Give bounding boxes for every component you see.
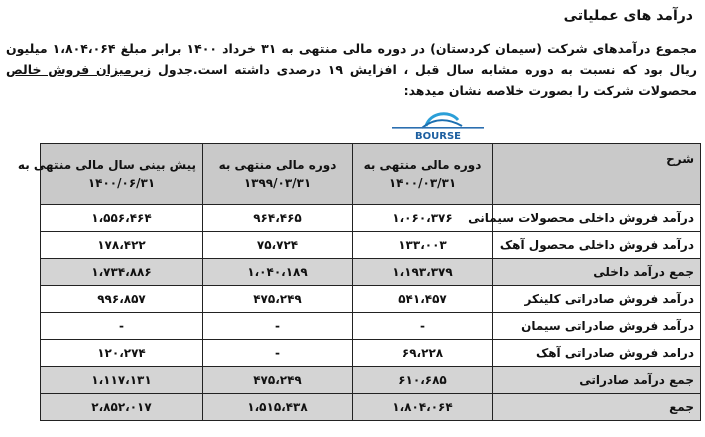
row-value-1399-03: ۴۷۵،۲۴۹ [203,286,353,313]
header-col3-line1: پیش بینی سال مالی منتهی به [17,158,196,172]
row-value-1400-03: ۱۳۳،۰۰۳ [353,232,493,259]
header-col2-line2: ۱۳۹۹/۰۳/۳۱ [243,176,312,190]
row-value-1399-03: ۹۶۴،۴۶۵ [203,205,353,232]
row-label: درآمد فروش داخلی محصول آهک [493,232,701,259]
row-value-forecast: ۱،۵۵۶،۴۶۴ [41,205,203,232]
bourse-logo [378,108,498,142]
row-value-1399-03: - [203,313,353,340]
row-value-forecast: ۹۹۶،۸۵۷ [41,286,203,313]
row-value-1400-03: ۱،۰۶۰،۳۷۶ [353,205,493,232]
row-value-1399-03: ۴۷۵،۲۴۹ [203,367,353,394]
row-value-forecast: ۱۷۸،۴۲۲ [41,232,203,259]
table-row-subtotal [41,259,701,286]
row-value-1399-03: - [203,340,353,367]
header-col2 [203,144,353,205]
table-row-grand-total [41,394,701,421]
row-value-1399-03: ۱،۰۴۰،۱۸۹ [203,259,353,286]
table-row [41,286,701,313]
table-row [41,313,701,340]
row-label: درآمد فروش صادراتی سیمان [493,313,701,340]
row-label: جمع درآمد صادراتی [493,367,701,394]
row-label: درآمد فروش صادراتی کلینکر [493,286,701,313]
paragraph-text: مجموع درآمدهای شرکت (سیمان کردستان) در دوره مالی منتهی به ۳۱ خرداد ۱۴۰۰ برابر مبلغ ۱،۸۰۴،۰۶۴ میلیون ریال بود که نسبت به دوره مشابه سال قبل ، افزایش ۱۹ درصدی داشته است.جدول زیر [6,41,698,77]
row-label: درامد فروش صادراتی آهک [493,340,701,367]
row-value-forecast: ۲،۸۵۲،۰۱۷ [41,394,203,421]
header-col1-line2: ۱۴۰۰/۰۳/۳۱ [388,176,457,190]
row-label: جمع درآمد داخلی [493,259,701,286]
row-value-1400-03: ۶۱۰،۶۸۵ [353,367,493,394]
header-label: شرح [493,144,701,205]
header-col3-line2: ۱۴۰۰/۰۶/۳۱ [87,176,156,190]
row-value-forecast: - [41,313,203,340]
table-row [41,340,701,367]
row-value-1400-03: ۵۴۱،۴۵۷ [353,286,493,313]
row-value-1400-03: ۶۹،۲۲۸ [353,340,493,367]
header-col1 [353,144,493,205]
row-value-1400-03: ۱،۸۰۴،۰۶۴ [353,394,493,421]
summary-paragraph [6,38,697,101]
header-col2-line1: دوره مالی منتهی به [218,158,337,172]
logo-text: BOURSE [415,131,461,142]
table-row [41,232,701,259]
revenue-table [17,143,701,421]
paragraph-text-end: محصولات شرکت را بصورت خلاصه نشان میدهد: [403,83,697,98]
section-heading: درآمد های عملیاتی [563,8,693,24]
row-value-1400-03: - [353,313,493,340]
row-label: درآمد فروش داخلی محصولات سیمانی [493,205,701,232]
row-value-forecast: ۱،۷۳۴،۸۸۶ [41,259,203,286]
row-label: جمع [493,394,701,421]
header-col3 [17,144,203,205]
paragraph-underlined: میزان فروش خالص [6,62,132,77]
row-value-forecast: ۱۲۰،۲۷۴ [41,340,203,367]
table-row [41,205,701,232]
row-value-1400-03: ۱،۱۹۳،۳۷۹ [353,259,493,286]
row-value-1399-03: ۱،۵۱۵،۴۳۸ [203,394,353,421]
table-header-row [41,144,701,205]
row-value-forecast: ۱،۱۱۷،۱۳۱ [41,367,203,394]
row-value-1399-03: ۷۵،۷۲۴ [203,232,353,259]
header-col1-line1: دوره مالی منتهی به [363,158,482,172]
table-row-subtotal [41,367,701,394]
